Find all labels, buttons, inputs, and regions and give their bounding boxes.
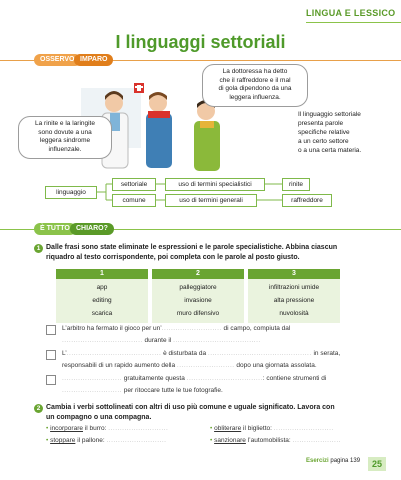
bubble-line: La dottoressa ha detto — [222, 68, 288, 75]
osservo-pill: OSSERVO — [34, 54, 81, 66]
exercise-1-number: 1 — [34, 244, 43, 253]
sentence-1-line-1: L’arbitro ha fermato il gioco per un’.......................... di campo, compiuta dal — [62, 325, 291, 332]
bubble-line: sono dovute a una — [38, 128, 92, 136]
exercise-2-item-4: • sanzionare l’automobilista: ..................... — [210, 437, 341, 444]
column-3-head: 3 — [248, 269, 340, 279]
scheme-rinite-box: rinite — [282, 178, 310, 191]
sentence-2-checkbox[interactable] — [46, 350, 56, 360]
exercise-2-item-3: • obliterare il biglietto: .......................... — [210, 425, 334, 432]
sentence-3-checkbox[interactable] — [46, 375, 56, 385]
word: alta pressione — [273, 297, 315, 304]
note-line: a un certo settore — [298, 138, 349, 145]
sentence-3-line-1: .......................... gratuitamente questa .................................: contiene strumenti di — [62, 375, 327, 382]
note-line: presenta parole — [298, 120, 344, 127]
scheme-specialistici-box: uso di termini specialistici — [165, 178, 265, 191]
sentence-1-line-2: ................................... durante il ...................................... — [62, 337, 261, 344]
bubble-line: leggera influenza. — [229, 93, 281, 101]
word: nuvolosità — [279, 310, 309, 317]
exercise-2-item-1: • incorporare il burro: .......................... — [46, 425, 169, 432]
instruction-line: riquadro al testo corrispondente, poi completa con le parole al posto giusto. — [46, 253, 300, 261]
imparo-pill: IMPARO — [74, 54, 113, 66]
page-number: 25 — [368, 457, 386, 471]
column-1-words — [56, 279, 148, 323]
sentence-1-checkbox[interactable] — [46, 325, 56, 335]
instruction-line: Cambia i verbi sottolineati con altri di uso più comune e uguale significato. Lavora con — [46, 404, 335, 411]
note-line: Il linguaggio settoriale — [298, 111, 361, 118]
exercise-2-instruction — [46, 403, 396, 422]
word: palleggiatore — [179, 284, 217, 291]
scheme-settoriale-box: settoriale — [112, 178, 156, 191]
sentence-3-line-2: .......................... per ritoccare tutte le tue fotografie. — [62, 387, 223, 394]
word: invasione — [184, 297, 212, 304]
column-1-head: 1 — [56, 269, 148, 279]
word: app — [96, 284, 108, 291]
sentence-2-line-2: responsabili di un rapido aumento della ......................... dopo una giornata assolata. — [62, 362, 317, 369]
instruction-line: un compagno o una compagna. — [46, 413, 152, 421]
scheme-root-box: linguaggio — [45, 186, 97, 199]
note-line: specifiche relative — [298, 129, 350, 136]
bubble-line: che il raffreddore e il mal — [219, 76, 291, 84]
header-rule — [306, 22, 401, 23]
bubble-line: leggera sindrome — [39, 137, 91, 144]
sentence-2-line-1: L’......................................... è disturbata da ............................................. in serata, — [62, 350, 341, 357]
word: scarica — [91, 310, 113, 317]
exercise-2-item-2: • stoppare il pallone: .......................... — [46, 437, 167, 444]
exercises-reference[interactable]: Esercizi pagina 139 — [306, 458, 361, 464]
exercise-1-instruction — [46, 243, 396, 262]
word: muro difensivo — [176, 310, 220, 317]
bubble-line: influenzale. — [48, 145, 82, 153]
definition-note — [298, 110, 398, 155]
word: editing — [92, 297, 112, 304]
scheme-raffreddore-box: raffreddore — [282, 194, 332, 207]
bubble-line: di gola dipendono da una — [218, 85, 292, 92]
scheme-comune-box: comune — [112, 194, 156, 207]
chiaro-pill: CHIARO? — [70, 223, 114, 235]
tutto-pill: È TUTTO — [34, 223, 76, 235]
note-line: o a una certa materia. — [298, 147, 362, 154]
section-tag: LINGUA E LESSICO — [306, 8, 396, 18]
column-2-head: 2 — [152, 269, 244, 279]
scheme-generali-box: uso di termini generali — [165, 194, 257, 207]
bubble-line: La rinite e la laringite — [35, 120, 95, 127]
exercise-2-number: 2 — [34, 404, 43, 413]
patient-speech-bubble — [18, 116, 112, 159]
word: infiltrazioni umide — [268, 284, 320, 291]
instruction-line: Dalle frasi sono state eliminate le espressioni e le parole specialistiche. Abbina ciascun — [46, 244, 338, 251]
page-title: I linguaggi settoriali — [115, 32, 286, 52]
column-3-words — [248, 279, 340, 323]
column-2-words — [152, 279, 244, 323]
doctor-speech-bubble — [202, 64, 308, 107]
